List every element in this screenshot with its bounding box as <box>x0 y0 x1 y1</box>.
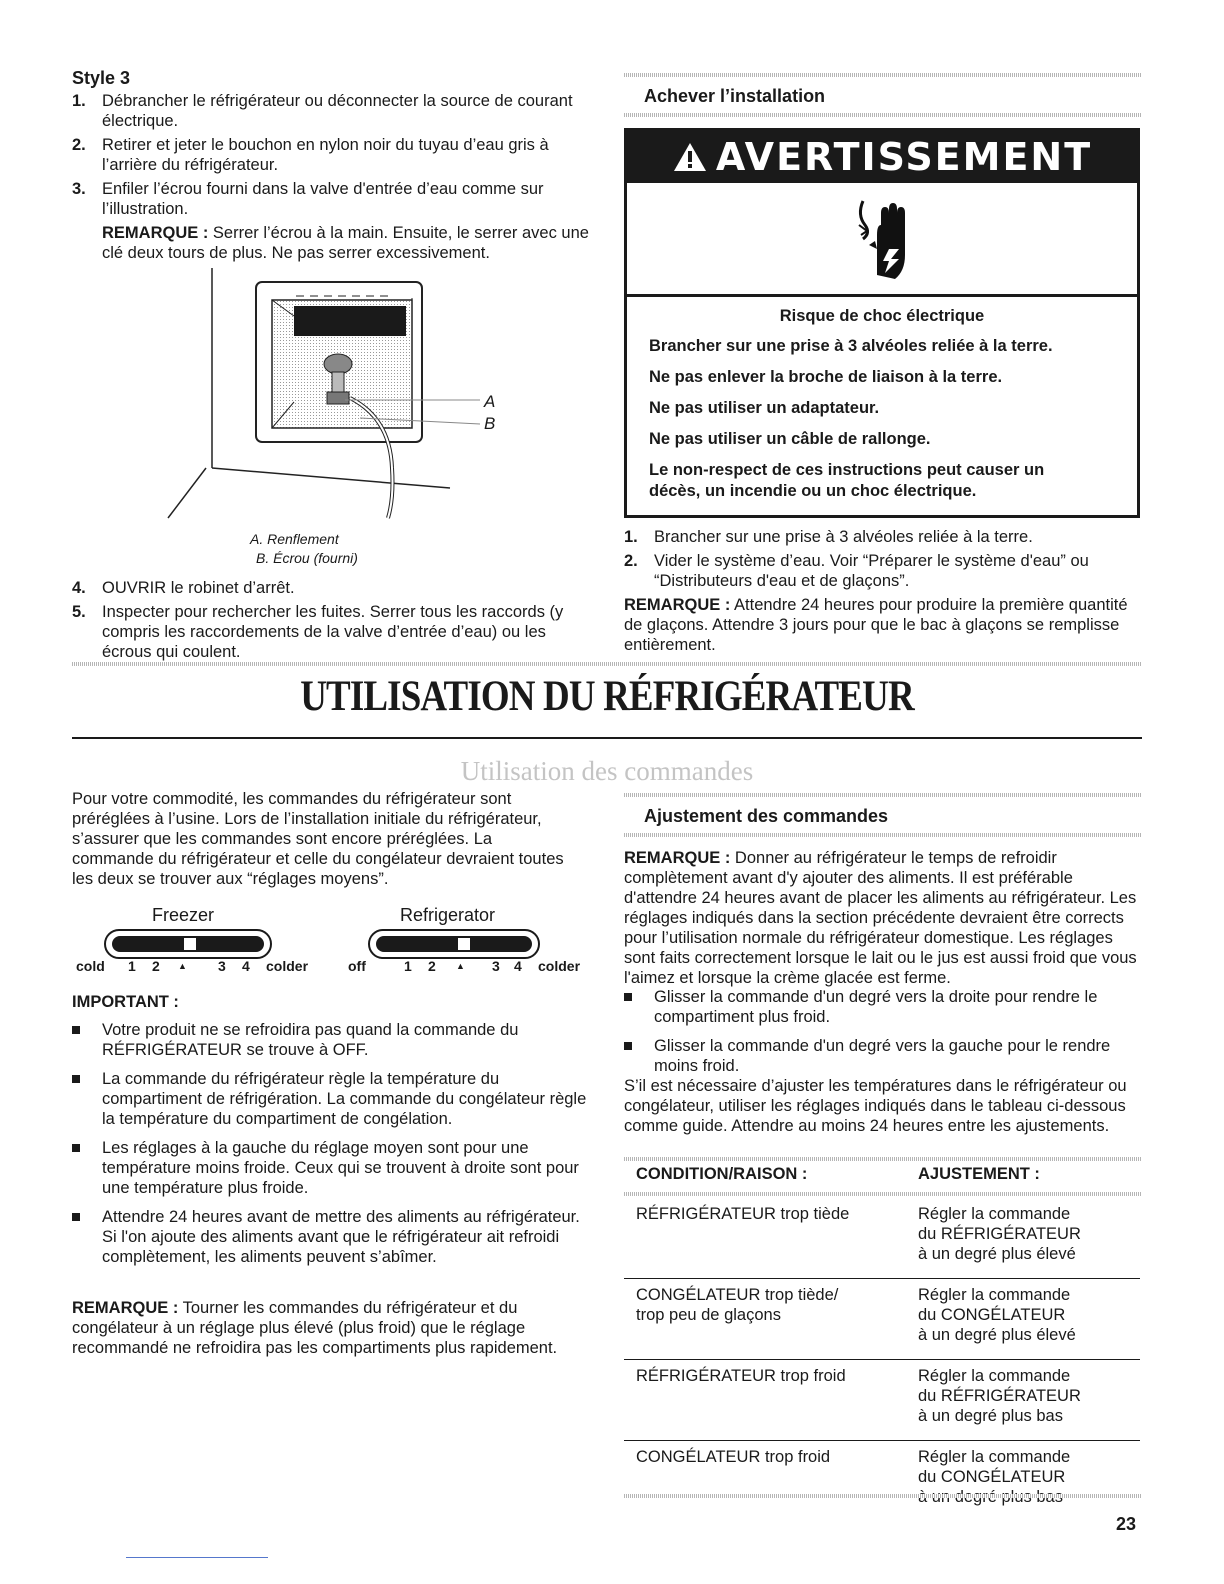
slider-track <box>376 936 532 952</box>
style3-section <box>72 68 592 263</box>
footer-rule <box>126 1557 268 1558</box>
list-item: La commande du réfrigérateur règle la température du compartiment de réfrigération. La commande du congélateur règle la température du compartiment de congélation. <box>72 1069 592 1129</box>
install-steps-2 <box>72 578 592 666</box>
adjust-bullets <box>624 987 1142 1085</box>
warning-line: Ne pas utiliser un adaptateur. <box>649 399 880 417</box>
table-cell: Régler la commande du CONGÉLATEUR à un degré plus élevé <box>906 1279 1140 1360</box>
warning-list <box>649 336 1115 502</box>
slider-knob[interactable] <box>184 938 196 950</box>
remark-paragraph: REMARQUE : Donner au réfrigérateur le temps de refroidir complètement avant d'y ajouter des aliments. Il est préférable d'attendre 24 heures avant de placer les aliments au réfrigérateur. Les réglages indiqués dans la section précédente devraient être corrects pour l’utilisation normale du réfrigérateur domestique. Les réglages sont faits correctement lorsque le lait ou le jus est aussi froid que vous l'aimez et lorsque la crème glacée est ferme. <box>624 849 1137 987</box>
refrigerator-control-slider[interactable] <box>368 929 540 959</box>
title-rule <box>72 737 1142 739</box>
list-item: 4. OUVRIR le robinet d’arrêt. <box>72 579 295 597</box>
warning-triangle-icon <box>672 141 708 173</box>
freezer-label: Freezer <box>152 905 215 925</box>
table-row <box>624 1279 1140 1360</box>
warning-line: Le non-respect de ces instructions peut causer un décès, un incendie ou un choc électrique. <box>649 461 1045 500</box>
adjustment-table <box>624 1198 1140 1521</box>
table-row <box>624 1360 1140 1441</box>
table-header <box>624 1165 1142 1191</box>
warning-box <box>624 128 1140 518</box>
table-cell: CONGÉLATEUR trop froid <box>636 1448 831 1466</box>
section-subtitle: Utilisation des commandes <box>460 756 754 786</box>
remark-paragraph: REMARQUE : Attendre 24 heures pour produire la première quantité de glaçons. Attendre 3 jours pour que le bac à glaçons se remplisse entièrement. <box>624 596 1128 654</box>
divider <box>624 73 1142 77</box>
important-bullets <box>72 1020 592 1276</box>
finish-steps <box>624 527 1140 655</box>
refrigerator-scale: off 1 2 ▲ 3 4 colder <box>348 958 581 974</box>
list-item: 3. Enfiler l’écrou fourni dans la valve d'entrée d’eau comme sur l’illustration. <box>72 180 544 218</box>
bullet-icon <box>72 1026 80 1034</box>
divider <box>624 833 1142 837</box>
warning-line: Brancher sur une prise à 3 alvéoles reliée à la terre. <box>649 337 1053 355</box>
page-title: UTILISATION DU RÉFRIGÉRATEUR <box>300 673 914 720</box>
table-cell: RÉFRIGÉRATEUR trop tiède <box>624 1198 906 1279</box>
list-item: 5. Inspecter pour rechercher les fuites. Serrer tous les raccords (y compris les raccordements de la valve d’entrée d’eau) ou les écrous qui coulent. <box>72 603 564 661</box>
table-cell: CONGÉLATEUR trop tiède/ trop peu de glaçons <box>624 1279 906 1360</box>
install-steps <box>72 91 592 219</box>
list-item: Les réglages à la gauche du réglage moyen sont pour une température moins froide. Ceux qui se trouvent à droite sont pour une température plus froide. <box>72 1138 592 1198</box>
water-valve-illustration <box>160 268 510 524</box>
list-item: 1. Débrancher le réfrigérateur ou déconnecter la source de courant électrique. <box>72 92 573 130</box>
section-heading: Ajustement des commandes <box>644 806 889 826</box>
slider-knob[interactable] <box>458 938 470 950</box>
risk-title: Risque de choc électrique <box>779 307 985 325</box>
callout-b: B <box>484 414 496 433</box>
bullet-icon <box>72 1075 80 1083</box>
list-item: 2. Vider le système d’eau. Voir “Préparer le système d'eau” ou “Distributeurs d'eau et de glaçons”. <box>624 552 1089 590</box>
divider <box>624 1157 1142 1161</box>
warning-line: Ne pas utiliser un câble de rallonge. <box>649 430 931 448</box>
important-heading: IMPORTANT : <box>72 993 179 1011</box>
callout-a: A <box>484 392 496 411</box>
table-cell: Régler la commande du CONGÉLATEUR <box>918 1448 1071 1486</box>
bullet-icon <box>72 1144 80 1152</box>
warning-icon-area <box>627 183 1137 297</box>
bullet-icon <box>624 993 632 1001</box>
bullet-icon <box>72 1213 80 1221</box>
bullet-icon <box>624 1042 632 1050</box>
section-heading: Achever l’installation <box>644 86 826 106</box>
freezer-scale: cold 1 2 ▲ 3 4 colder <box>76 958 309 974</box>
adjust-paragraph: S’il est nécessaire d’ajuster les températures dans le réfrigérateur ou congélateur, utiliser les réglages indiqués dans le tableau ci-dessous comme guide. Attendre au moins 24 heures entre les ajustements. <box>624 1077 1127 1135</box>
figure-caption: A. Renflement B. Écrou (fourni) <box>250 531 358 566</box>
list-item: Attendre 24 heures avant de mettre des aliments au réfrigérateur. Si l'on ajoute des aliments avant que le réfrigérateur ait refroidi complètement, les aliments peuvent s’abîmer. <box>72 1207 592 1267</box>
list-item: 2. Retirer et jeter le bouchon en nylon noir du tuyau d’eau gris à l’arrière du réfrigérateur. <box>72 136 549 174</box>
table-cell: Régler la commande du RÉFRIGÉRATEUR à un degré plus élevé <box>906 1198 1140 1279</box>
electric-shock-hand-icon <box>855 195 915 285</box>
remark-paragraph: REMARQUE : Serrer l’écrou à la main. Ensuite, le serrer avec une clé deux tours de plus. Ne pas serrer excessivement. <box>102 224 589 262</box>
table-row <box>624 1441 1140 1522</box>
table-row <box>624 1198 1140 1279</box>
freezer-control-slider[interactable] <box>104 929 272 959</box>
divider <box>624 1192 1142 1196</box>
intro-paragraph: Pour votre commodité, les commandes du réfrigérateur sont préréglées à l’usine. Lors de l’installation initiale du réfrigérateur, s’assurer que les commandes sont encore préréglées. La commande du réfrigérateur et celle du congélateur devraient toutes les deux se trouver aux “réglages moyens”. <box>72 790 564 888</box>
warning-banner <box>627 131 1137 183</box>
column-header: AJUSTEMENT : <box>918 1165 1040 1183</box>
page-number: 23 <box>1116 1514 1137 1534</box>
warning-text <box>627 297 1137 502</box>
list-item: 1. Brancher sur une prise à 3 alvéoles reliée à la terre. <box>624 528 1033 546</box>
remark-paragraph: REMARQUE : Tourner les commandes du réfrigérateur et du congélateur à un réglage plus élevé (plus froid) que le réglage recommandé ne refroidira pas les compartiments plus rapidement. <box>72 1299 558 1357</box>
list-item: Glisser la commande d'un degré vers la droite pour rendre le compartiment plus froid. <box>624 987 1142 1027</box>
divider <box>624 793 1142 797</box>
divider <box>72 662 1142 666</box>
warning-line: Ne pas enlever la broche de liaison à la terre. <box>649 368 1003 386</box>
style-title: Style 3 <box>72 68 131 88</box>
refrigerator-label: Refrigerator <box>400 905 496 925</box>
divider <box>624 1494 1142 1498</box>
table-cell: Régler la commande du RÉFRIGÉRATEUR à un degré plus bas <box>906 1360 1140 1441</box>
warning-title: AVERTISSEMENT <box>715 135 1093 179</box>
list-item: Votre produit ne se refroidira pas quand la commande du RÉFRIGÉRATEUR se trouve à OFF. <box>72 1020 592 1060</box>
column-header: CONDITION/RAISON : <box>636 1165 808 1183</box>
divider <box>624 113 1142 117</box>
table-cell: RÉFRIGÉRATEUR trop froid <box>624 1360 906 1441</box>
list-item: Glisser la commande d'un degré vers la gauche pour le rendre moins froid. <box>624 1036 1142 1076</box>
